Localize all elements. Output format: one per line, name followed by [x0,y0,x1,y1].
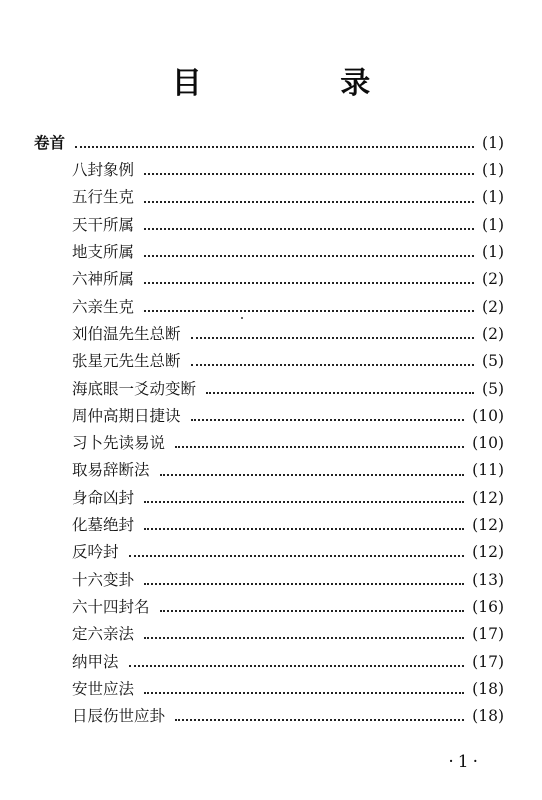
toc-entry[interactable] [0,703,542,730]
toc-entry-label: 刘伯温先生总断 [72,324,181,343]
toc-entry-label: 五行生克 [72,188,135,207]
toc-entry-label: 反吟封 [72,543,119,562]
toc-entry-label: 八封象例 [72,161,135,180]
toc-entry-label: 六亲生克 [72,297,135,316]
toc-entry-label: 习卜先读易说 [72,434,166,453]
toc-leader-dots [175,445,464,448]
toc-entry-page: (13) [472,570,504,589]
toc-entry-label: 海底眼一爻动变断 [72,379,197,398]
toc-entry[interactable] [0,649,542,676]
toc-entry[interactable] [0,594,542,621]
toc-entry-label: 六十四封名 [72,597,150,616]
toc-entry-page: (12) [472,543,504,562]
toc-entry-page: (2) [482,270,504,289]
toc-entry[interactable] [0,266,542,293]
toc-leader-dots [75,145,474,148]
toc-entry-label: 地支所属 [72,243,135,262]
toc-leader-dots [144,309,474,312]
toc-leader-dots [144,254,474,257]
toc-entry-page: (1) [482,133,504,152]
toc-leader-dots [144,227,474,230]
toc-entry[interactable] [0,621,542,648]
toc-entry-page: (17) [472,625,504,644]
toc-leader-dots [144,527,464,530]
toc-leader-dots [144,636,464,639]
toc-entry[interactable] [0,348,542,375]
toc-leader-dots [191,418,465,421]
toc-leader-dots [144,172,474,175]
toc-entry-page: (1) [482,243,504,262]
toc-entry-label: 定六亲法 [72,625,135,644]
toc-entry[interactable] [0,539,542,566]
toc-entry[interactable] [0,430,542,457]
toc-entry[interactable] [0,403,542,430]
toc-entry-label: 纳甲法 [72,652,119,671]
toc-entry-page: (1) [482,215,504,234]
toc-leader-dots [129,664,465,667]
toc-leader-dots [191,336,475,339]
toc-entry-page: (11) [472,461,504,480]
toc-entry[interactable] [0,376,542,403]
toc-leader-dots [144,281,474,284]
toc-entry-label: 安世应法 [72,679,135,698]
toc-entry-label: 化墓绝封 [72,516,135,535]
toc-entry[interactable] [0,485,542,512]
toc-leader-dots [144,200,474,203]
toc-entry-label: 身命凶封 [72,488,135,507]
toc-entry-page: (12) [472,516,504,535]
table-of-contents [0,130,542,731]
toc-entry[interactable] [0,676,542,703]
toc-leader-dots [160,473,465,476]
page-number: ·1· [448,752,482,772]
toc-leader-dots [129,554,465,557]
toc-entry-page: (1) [482,188,504,207]
toc-leader-dots [206,391,474,394]
toc-entry[interactable] [0,185,542,212]
toc-entry-label: 卷首 [34,133,66,152]
toc-leader-dots [160,609,465,612]
toc-leader-dots [144,691,464,694]
toc-entry-label: 天干所属 [72,215,135,234]
toc-entry[interactable] [0,458,542,485]
toc-leader-dots [144,500,464,503]
toc-entry-page: (10) [472,406,504,425]
toc-entry-page: (1) [482,161,504,180]
toc-leader-dots [144,582,464,585]
stray-print-mark [241,317,243,319]
toc-entry[interactable] [0,239,542,266]
toc-leader-dots [191,363,475,366]
toc-entry[interactable] [0,157,542,184]
toc-entry[interactable] [0,130,542,157]
toc-entry-label: 取易辞断法 [72,461,150,480]
toc-entry-page: (18) [472,679,504,698]
toc-entry-page: (17) [472,652,504,671]
toc-entry-page: (5) [482,352,504,371]
toc-entry-page: (10) [472,434,504,453]
toc-entry-page: (2) [482,324,504,343]
toc-entry-label: 十六变卦 [72,570,135,589]
toc-entry-label: 日辰伤世应卦 [72,707,166,726]
toc-entry[interactable] [0,321,542,348]
toc-entry-label: 张星元先生总断 [72,352,181,371]
toc-entry[interactable] [0,567,542,594]
toc-entry-label: 六神所属 [72,270,135,289]
toc-entry-page: (16) [472,597,504,616]
toc-entry[interactable] [0,212,542,239]
toc-entry-page: (5) [482,379,504,398]
toc-entry[interactable] [0,294,542,321]
toc-entry-page: (18) [472,707,504,726]
toc-entry-page: (2) [482,297,504,316]
toc-leader-dots [175,718,464,721]
page-title: 目 录 [171,66,435,101]
toc-entry-label: 周仲高期日捷诀 [72,406,181,425]
toc-entry-page: (12) [472,488,504,507]
toc-entry[interactable] [0,512,542,539]
